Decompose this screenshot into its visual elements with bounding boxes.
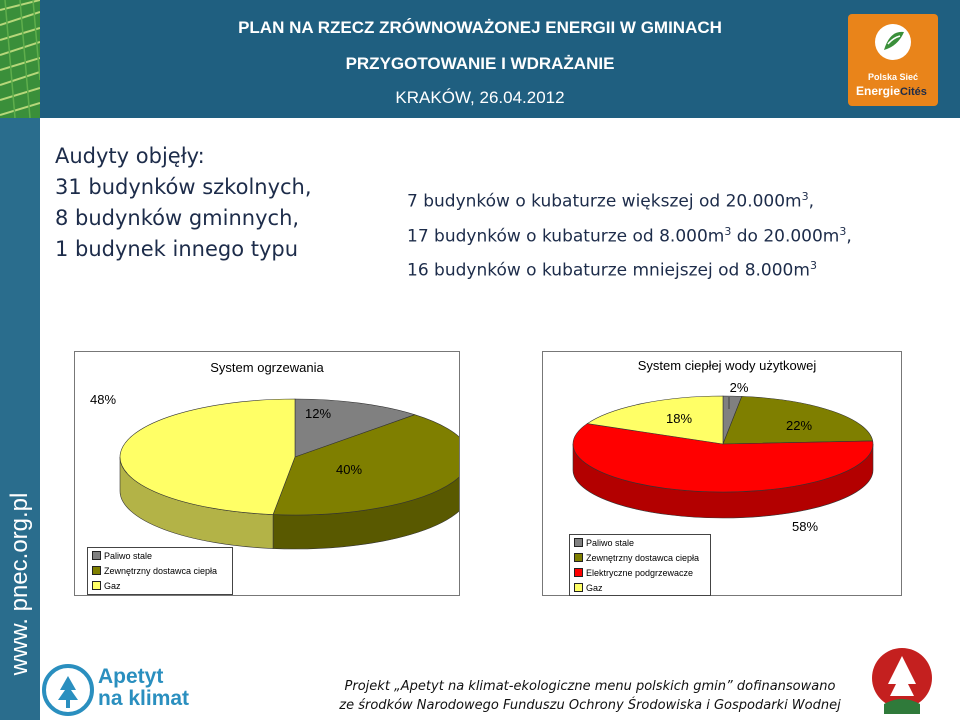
legend-item-paliwo-stale — [88, 548, 232, 563]
legend-item-elektryczne — [570, 565, 710, 580]
legend-label: Zewnętrzny dostawca ciepła — [104, 565, 218, 576]
audit-summary — [55, 141, 312, 265]
volume-line-2-text: 17 budynków o kubaturze od 8.000m — [407, 226, 725, 247]
volume-line-1-text: 7 budynków o kubaturze większej od 20.000m — [407, 191, 802, 212]
unit-sup: 3 — [801, 190, 809, 203]
logo-text-1: Polska Sieć — [867, 72, 919, 82]
hot-water-legend — [569, 534, 711, 596]
legend-item-paliwo-stale — [570, 535, 710, 550]
legend-item-zewnetrzny — [570, 550, 710, 565]
chart-title: System ogrzewania — [210, 360, 324, 375]
legend-swatch — [574, 583, 583, 592]
punct: , — [808, 191, 815, 212]
funding-line-1: Projekt „Apetyt na klimat-ekologiczne menu polskich gmin” dofinansowano — [344, 679, 836, 694]
project-funding-note — [300, 677, 880, 715]
legend-swatch — [92, 551, 101, 560]
heating-system-chart — [74, 351, 460, 596]
slice-data-label: 12% — [304, 406, 332, 421]
brand-line-1: Apetyt — [98, 665, 164, 688]
presentation-title: PLAN NA RZECZ ZRÓWNOWAŻONEJ ENERGII W GMINACH — [238, 18, 722, 37]
legend-swatch — [574, 553, 583, 562]
legend-swatch — [92, 566, 101, 575]
globe-tree-icon — [42, 664, 94, 716]
pie-top — [573, 396, 873, 492]
leaf-logo-icon — [848, 14, 938, 74]
slice-data-label: 18% — [665, 411, 693, 426]
slice-data-label: 2% — [729, 380, 749, 395]
header-divider — [40, 118, 960, 120]
pie-top — [120, 399, 459, 515]
volume-line-2-text-b: do 20.000m — [731, 226, 840, 247]
audit-line: 31 budynków szkolnych, — [55, 175, 312, 199]
legend-label: Gaz — [104, 580, 121, 591]
legend-label: Gaz — [586, 582, 603, 593]
audit-line: Audyty objęły: — [55, 144, 205, 168]
logo-text-2: Energie — [856, 84, 901, 98]
presentation-date-location: KRAKÓW, 26.04.2012 — [395, 88, 565, 107]
audit-line: 1 budynek innego typu — [55, 237, 299, 261]
punct: , — [846, 226, 852, 247]
volume-line-2 — [407, 217, 852, 252]
volume-line-1 — [407, 182, 852, 217]
building-volume-summary — [407, 182, 852, 286]
pnec-logo — [848, 14, 938, 106]
volume-line-3 — [407, 251, 852, 286]
legend-item-gaz — [88, 578, 232, 593]
slice-data-label: 48% — [89, 392, 117, 407]
slice-data-label: 22% — [785, 418, 813, 433]
legend-swatch — [574, 568, 583, 577]
slice-data-label: 40% — [335, 462, 363, 477]
unit-sup: 3 — [724, 224, 732, 238]
nfosigw-emblem-icon — [866, 644, 938, 718]
heating-legend — [87, 547, 233, 595]
slice-data-label: 58% — [791, 519, 819, 534]
unit-sup: 3 — [839, 224, 847, 238]
audit-line: 8 budynków gminnych, — [55, 206, 300, 230]
decorative-pattern — [0, 0, 40, 118]
hot-water-chart — [542, 351, 902, 596]
presentation-subtitle: PRZYGOTOWANIE I WDRAŻANIE — [345, 54, 615, 73]
legend-label: Paliwo stale — [104, 550, 153, 561]
unit-sup: 3 — [809, 259, 817, 273]
legend-item-zewnetrzny — [88, 563, 232, 578]
chart-title: System ciepłej wody użytkowej — [637, 358, 817, 373]
legend-label: Elektryczne podgrzewacze — [586, 567, 694, 578]
legend-label: Paliwo stale — [586, 537, 635, 548]
legend-item-gaz — [570, 580, 710, 595]
volume-line-3-text: 16 budynków o kubaturze mniejszej od 8.000m — [407, 260, 810, 281]
brand-line-2: na klimat — [98, 687, 190, 710]
funding-line-2: ze środków Narodowego Funduszu Ochrony Środowiska i Gospodarki Wodnej — [339, 698, 841, 713]
legend-swatch — [574, 538, 583, 547]
legend-label: Zewnętrzny dostawca ciepła — [586, 552, 700, 563]
brand-name — [98, 666, 189, 710]
website-url[interactable]: www. pnec.org.pl — [6, 492, 33, 676]
legend-swatch — [92, 581, 101, 590]
logo-text-3: Cités — [900, 86, 927, 98]
